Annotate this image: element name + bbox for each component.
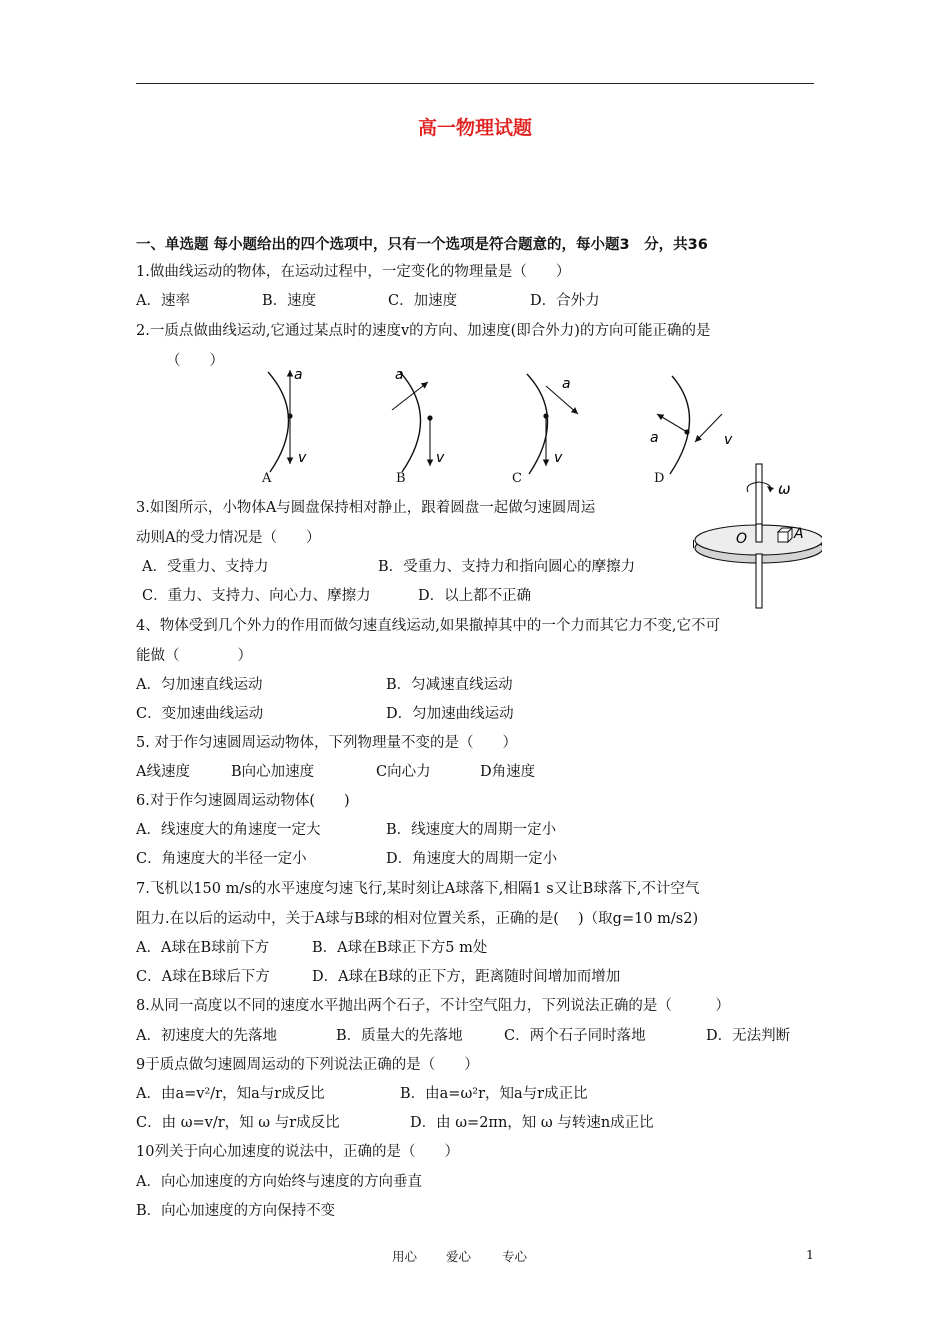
q2-c-label-a: a — [562, 376, 571, 392]
q2-paren: （ ） — [166, 353, 224, 369]
page-title: 高一物理试题 — [417, 117, 532, 139]
q8-option-a: A．初速度大的先落地 — [136, 1028, 277, 1044]
q7-option-d: D．A球在B球的正下方，距离随时间增加而增加 — [312, 969, 621, 985]
q4-stem-line1: 4、物体受到几个外力的作用而做匀速直线运动,如果撤掉其中的一个力而其它力不变,它不可 — [136, 618, 720, 634]
q2-label-b: B — [396, 471, 406, 486]
section-heading: 一、单选题 每小题给出的四个选项中，只有一个选项是符合题意的，每小题3 分，共36 — [136, 237, 708, 253]
q2-label-d: D — [654, 471, 665, 486]
q3-omega-label: ω — [778, 480, 791, 498]
q5-stem: 5. 对于作匀速圆周运动物体，下列物理量不变的是（ ） — [136, 735, 517, 751]
page-number: 1 — [806, 1247, 814, 1262]
q2-diagram-d — [650, 376, 733, 474]
q1-option-c: C．加速度 — [388, 293, 458, 309]
q2-diagram-c — [527, 374, 578, 474]
q7-stem-line2: 阻力.在以后的运动中，关于A球与B球的相对位置关系，正确的是( )（取g=10 m/s2) — [136, 911, 699, 927]
q5-option-d: D角速度 — [480, 764, 536, 780]
q8-option-c: C．两个石子同时落地 — [504, 1028, 646, 1044]
footer-motto-1: 用心 — [392, 1249, 418, 1264]
q9-option-a: A．由a=v²/r，知a与r成反比 — [136, 1086, 325, 1102]
q9-option-b: B．由a=ω²r，知a与r成正比 — [400, 1086, 588, 1102]
q8-option-b: B．质量大的先落地 — [336, 1028, 463, 1044]
q2-label-a: A — [262, 471, 272, 486]
q2-diagram-a — [268, 367, 307, 472]
q8-stem: 8.从同一高度以不同的速度水平抛出两个石子，不计空气阻力，下列说法正确的是（ ） — [136, 998, 730, 1014]
q3-a-label: A — [794, 526, 804, 542]
q6-option-d: D．角速度大的周期一定小 — [386, 851, 558, 867]
q4-option-c: C．变加速曲线运动 — [136, 706, 264, 722]
q3-option-b: B．受重力、支持力和指向圆心的摩擦力 — [378, 559, 636, 575]
q2-a-label-a: a — [294, 367, 303, 383]
q1-stem: 1.做曲线运动的物体，在运动过程中，一定变化的物理量是（ ） — [136, 264, 571, 280]
footer-motto-2: 爱心 — [446, 1249, 472, 1264]
q2-label-c: C — [512, 471, 522, 486]
q6-option-c: C．角速度大的半径一定小 — [136, 851, 307, 867]
q2-diagram-b — [392, 367, 445, 472]
q4-option-a: A．匀加速直线运动 — [136, 677, 263, 693]
q10-stem: 10列关于向心加速度的说法中，正确的是（ ） — [136, 1144, 459, 1160]
q9-option-d: D．由 ω=2πn，知 ω 与转速n成正比 — [410, 1115, 654, 1131]
q2-figure — [230, 362, 750, 492]
q3-option-d: D．以上都不正确 — [418, 588, 532, 604]
q5-option-c: C向心力 — [376, 764, 431, 780]
q4-option-d: D．匀加速曲线运动 — [386, 706, 514, 722]
q7-option-b: B．A球在B球正下方5 m处 — [312, 940, 488, 956]
q10-option-b: B．向心加速度的方向保持不变 — [136, 1203, 336, 1219]
q2-d-label-a: a — [650, 430, 659, 446]
q8-option-d: D．无法判断 — [706, 1028, 791, 1044]
q1-option-d: D．合外力 — [530, 293, 600, 309]
q6-option-b: B．线速度大的周期一定小 — [386, 822, 557, 838]
q7-option-c: C．A球在B球后下方 — [136, 969, 270, 985]
q6-option-a: A．线速度大的角速度一定大 — [136, 822, 321, 838]
q3-option-a: A．受重力、支持力 — [142, 559, 269, 575]
q2-b-label-v: v — [436, 450, 445, 466]
q2-c-label-v: v — [554, 450, 563, 466]
q3-block-a — [778, 528, 792, 542]
q5-option-b: B向心加速度 — [231, 764, 315, 780]
q4-stem-line2: 能做（ ） — [136, 648, 252, 664]
q1-option-a: A．速率 — [136, 293, 190, 309]
q3-stem-line2: 动则A的受力情况是（ ） — [136, 530, 321, 546]
q2-a-label-v: v — [298, 450, 307, 466]
footer-motto-3: 专心 — [502, 1249, 528, 1264]
q2-b-label-a: a — [395, 367, 404, 383]
q1-option-b: B．速度 — [262, 293, 317, 309]
q3-stem-line1: 3.如图所示，小物体A与圆盘保持相对静止，跟着圆盘一起做匀速圆周运 — [136, 500, 596, 516]
q7-option-a: A．A球在B球前下方 — [136, 940, 270, 956]
q2-stem: 2.一质点做曲线运动,它通过某点时的速度v的方向、加速度(即合外力)的方向可能正确的是 — [136, 323, 711, 339]
q10-option-a: A．向心加速度的方向始终与速度的方向垂直 — [136, 1174, 422, 1190]
q3-option-c: C．重力、支持力、向心力、摩擦力 — [142, 588, 371, 604]
q5-option-a: A线速度 — [136, 764, 190, 780]
q9-option-c: C．由 ω=v/r，知 ω 与r成反比 — [136, 1115, 340, 1131]
q3-o-label: O — [736, 531, 748, 547]
q6-stem: 6.对于作匀速圆周运动物体( ) — [136, 793, 350, 809]
q2-d-label-v: v — [724, 432, 733, 448]
q9-stem: 9于质点做匀速圆周运动的下列说法正确的是（ ） — [136, 1057, 479, 1073]
q3-figure — [690, 462, 822, 612]
header-rule — [136, 83, 814, 84]
q7-stem-line1: 7.飞机以150 m/s的水平速度匀速飞行,某时刻让A球落下,相隔1 s又让B球落下,不计空气 — [136, 881, 700, 897]
q4-option-b: B．匀减速直线运动 — [386, 677, 513, 693]
